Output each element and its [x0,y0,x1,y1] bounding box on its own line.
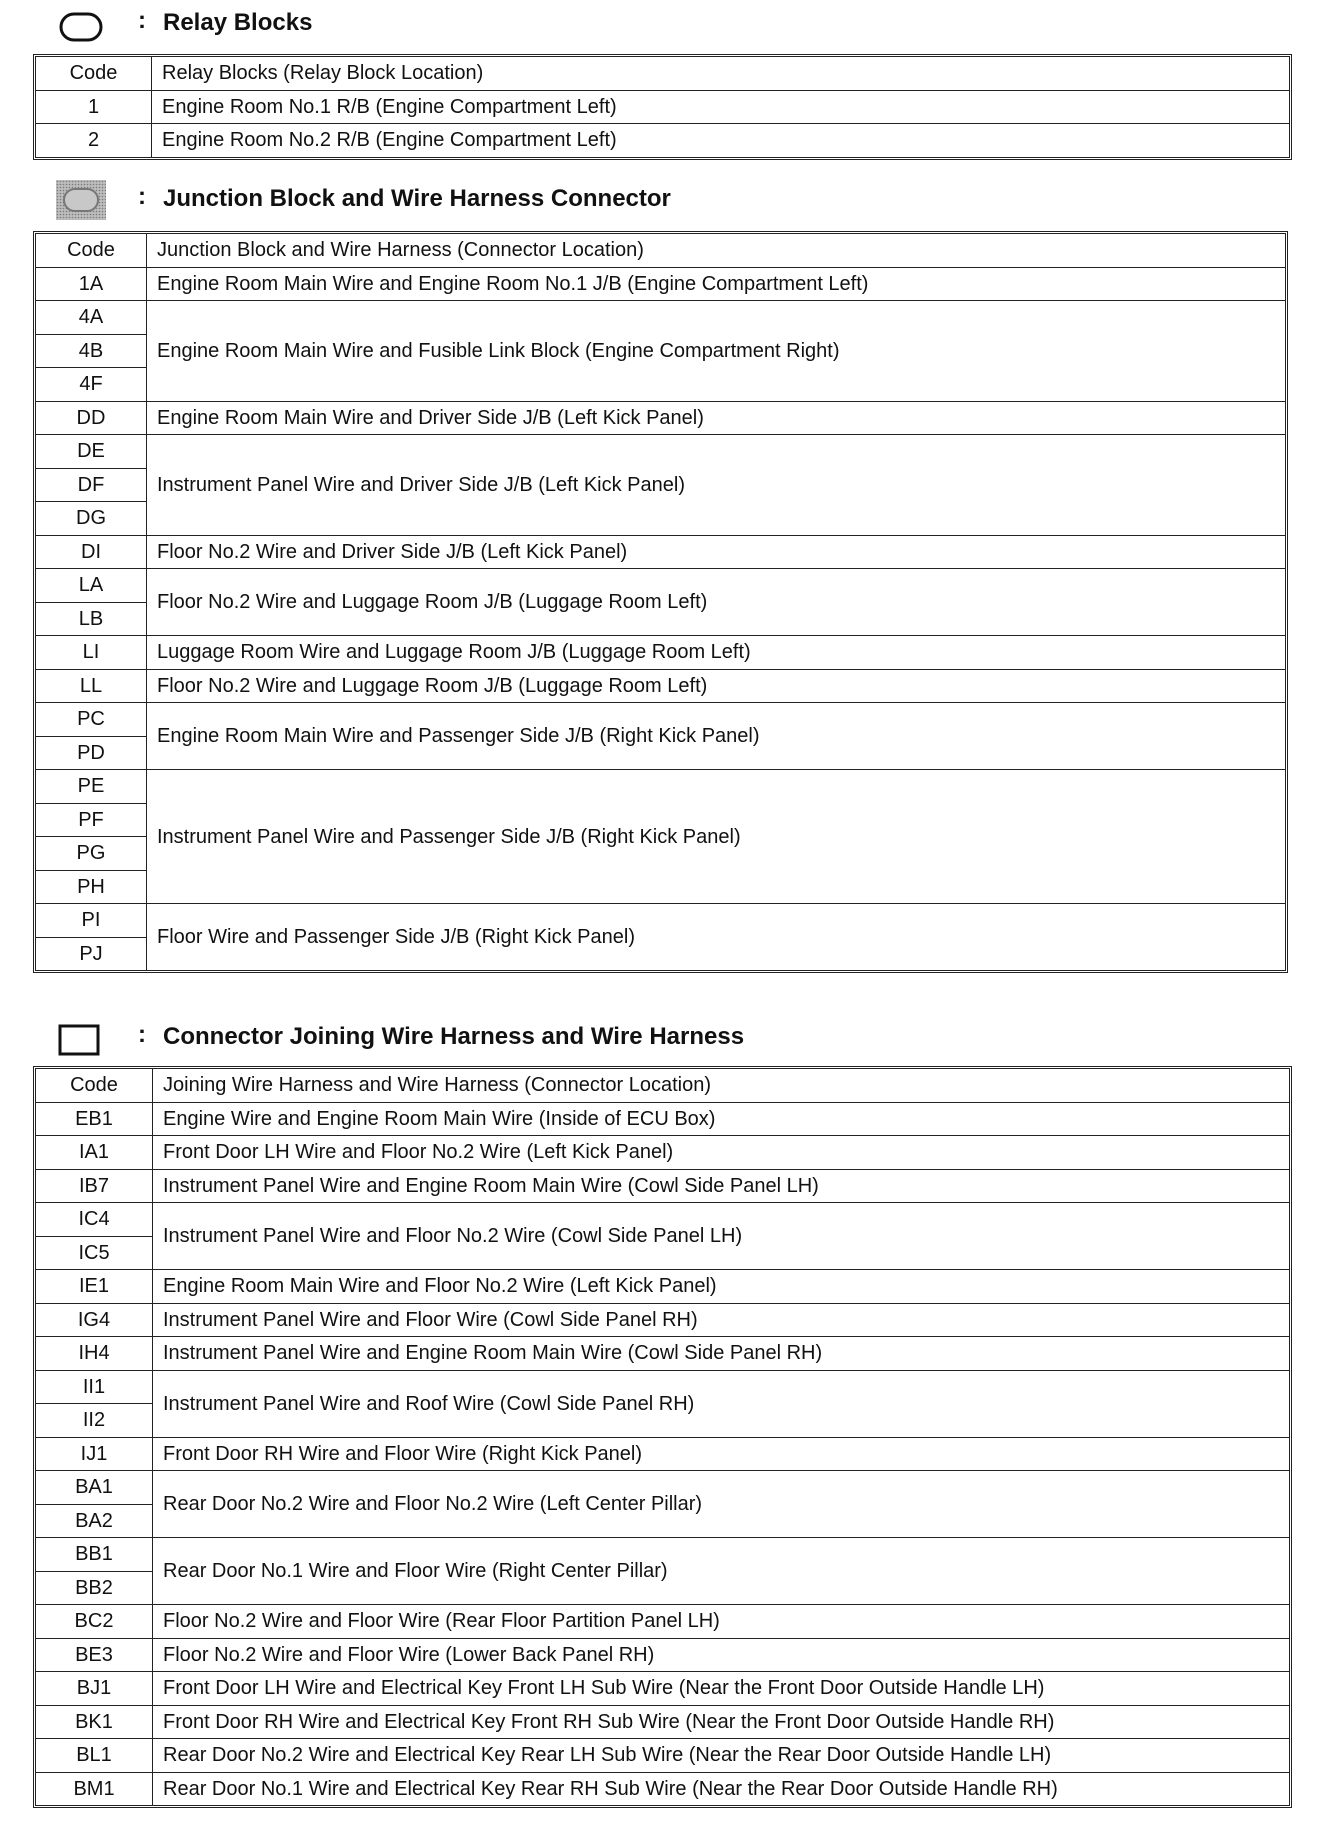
heading-colon: : [138,183,146,210]
header-code: Code [36,57,152,91]
table-row [36,401,1286,435]
table-row [36,569,1286,603]
code-cell: PJ [36,937,147,971]
location-description: Floor No.2 Wire and Floor Wire (Rear Floor Partition Panel LH) [153,1605,1290,1639]
code-cell: BK1 [36,1705,153,1739]
header-description: Joining Wire Harness and Wire Harness (Connector Location) [153,1069,1290,1103]
table-row [36,636,1286,670]
header-description: Junction Block and Wire Harness (Connector Location) [147,234,1286,268]
location-description: Engine Room Main Wire and Engine Room No.1 J/B (Engine Compartment Left) [147,267,1286,301]
code-cell: II1 [36,1370,153,1404]
section-title: Connector Joining Wire Harness and Wire Harness [163,1023,745,1050]
code-cell: 4F [36,368,147,402]
table-row [36,1337,1290,1371]
location-description: Floor No.2 Wire and Luggage Room J/B (Luggage Room Left) [147,569,1286,636]
location-description: Instrument Panel Wire and Engine Room Main Wire (Cowl Side Panel RH) [153,1337,1290,1371]
junction-block-table [35,233,1286,971]
code-cell: PD [36,736,147,770]
connector-symbol-icon [56,1018,106,1058]
code-cell: IC4 [36,1203,153,1237]
code-cell: BE3 [36,1638,153,1672]
table-row [36,267,1286,301]
code-cell: PC [36,703,147,737]
table-row [36,1772,1290,1806]
code-cell: IG4 [36,1303,153,1337]
code-cell: BA1 [36,1471,153,1505]
location-description: Instrument Panel Wire and Passenger Side J/B (Right Kick Panel) [147,770,1286,904]
table-row [36,301,1286,335]
header-code: Code [36,234,147,268]
header-code: Code [36,1069,153,1103]
location-description: Engine Room Main Wire and Floor No.2 Wire (Left Kick Panel) [153,1270,1290,1304]
location-description: Floor Wire and Passenger Side J/B (Right Kick Panel) [147,904,1286,971]
table-header-row [36,57,1290,91]
code-cell: IE1 [36,1270,153,1304]
code-cell: BC2 [36,1605,153,1639]
table-row [36,1672,1290,1706]
code-cell: BB2 [36,1571,153,1605]
table-row [36,1538,1290,1572]
code-cell: BL1 [36,1739,153,1773]
code-cell: 4B [36,334,147,368]
table-row [36,124,1290,158]
table-row [36,1136,1290,1170]
code-cell: IC5 [36,1236,153,1270]
location-description: Front Door LH Wire and Floor No.2 Wire (Left Kick Panel) [153,1136,1290,1170]
code-cell: LB [36,602,147,636]
heading-colon: : [138,7,146,34]
code-cell: BB1 [36,1538,153,1572]
table-row [36,435,1286,469]
location-description: Instrument Panel Wire and Driver Side J/B (Left Kick Panel) [147,435,1286,536]
code-cell: LA [36,569,147,603]
code-cell: PH [36,870,147,904]
code-cell: PF [36,803,147,837]
code-cell: 1 [36,90,152,124]
location-description: Rear Door No.2 Wire and Electrical Key Rear LH Sub Wire (Near the Rear Door Outside Handle LH) [153,1739,1290,1773]
table-row [36,770,1286,804]
location-description: Engine Room No.2 R/B (Engine Compartment Left) [152,124,1290,158]
table-row [36,669,1286,703]
code-cell: BJ1 [36,1672,153,1706]
location-description: Floor No.2 Wire and Floor Wire (Lower Back Panel RH) [153,1638,1290,1672]
code-cell: EB1 [36,1102,153,1136]
code-cell: DG [36,502,147,536]
location-description: Engine Room Main Wire and Driver Side J/B (Left Kick Panel) [147,401,1286,435]
table-row [36,1203,1290,1237]
location-description: Engine Room No.1 R/B (Engine Compartment Left) [152,90,1290,124]
table-row [36,1471,1290,1505]
location-description: Front Door RH Wire and Electrical Key Front RH Sub Wire (Near the Front Door Outside Handle RH) [153,1705,1290,1739]
table-row [36,703,1286,737]
location-description: Floor No.2 Wire and Driver Side J/B (Left Kick Panel) [147,535,1286,569]
code-cell: PG [36,837,147,871]
table-row [36,1303,1290,1337]
location-description: Engine Wire and Engine Room Main Wire (Inside of ECU Box) [153,1102,1290,1136]
location-description: Instrument Panel Wire and Engine Room Main Wire (Cowl Side Panel LH) [153,1169,1290,1203]
relay-blocks-table [35,56,1290,158]
table-row [36,1437,1290,1471]
table-row [36,1605,1290,1639]
heading-colon: : [138,1021,146,1048]
table-row [36,1739,1290,1773]
code-cell: DF [36,468,147,502]
section-title: Junction Block and Wire Harness Connector [163,185,671,212]
table-row [36,1705,1290,1739]
relay-block-symbol-icon [56,4,106,44]
location-description: Luggage Room Wire and Luggage Room J/B (Luggage Room Left) [147,636,1286,670]
location-description: Front Door LH Wire and Electrical Key Front LH Sub Wire (Near the Front Door Outside Handle LH) [153,1672,1290,1706]
code-cell: 4A [36,301,147,335]
location-description: Instrument Panel Wire and Floor Wire (Cowl Side Panel RH) [153,1303,1290,1337]
code-cell: LL [36,669,147,703]
section-title: Relay Blocks [163,9,313,36]
table-row [36,535,1286,569]
code-cell: BM1 [36,1772,153,1806]
code-cell: IB7 [36,1169,153,1203]
code-cell: LI [36,636,147,670]
location-description: Engine Room Main Wire and Passenger Side J/B (Right Kick Panel) [147,703,1286,770]
table-row [36,1169,1290,1203]
table-row [36,1370,1290,1404]
table-header-row [36,234,1286,268]
table-header-row [36,1069,1290,1103]
code-cell: 1A [36,267,147,301]
code-cell: DD [36,401,147,435]
code-cell: IH4 [36,1337,153,1371]
table-row [36,90,1290,124]
location-description: Rear Door No.1 Wire and Floor Wire (Right Center Pillar) [153,1538,1290,1605]
table-row [36,1270,1290,1304]
location-description: Engine Room Main Wire and Fusible Link Block (Engine Compartment Right) [147,301,1286,402]
header-description: Relay Blocks (Relay Block Location) [152,57,1290,91]
code-cell: 2 [36,124,152,158]
code-cell: PE [36,770,147,804]
code-cell: IA1 [36,1136,153,1170]
junction-block-symbol-icon [56,180,106,220]
location-description: Rear Door No.1 Wire and Electrical Key Rear RH Sub Wire (Near the Rear Door Outside Handle RH) [153,1772,1290,1806]
location-description: Instrument Panel Wire and Floor No.2 Wire (Cowl Side Panel LH) [153,1203,1290,1270]
code-cell: PI [36,904,147,938]
location-description: Front Door RH Wire and Floor Wire (Right Kick Panel) [153,1437,1290,1471]
code-cell: II2 [36,1404,153,1438]
code-cell: DI [36,535,147,569]
code-cell: IJ1 [36,1437,153,1471]
connector-joining-table [35,1068,1290,1806]
table-row [36,904,1286,938]
location-description: Floor No.2 Wire and Luggage Room J/B (Luggage Room Left) [147,669,1286,703]
location-description: Instrument Panel Wire and Roof Wire (Cowl Side Panel RH) [153,1370,1290,1437]
location-description: Rear Door No.2 Wire and Floor No.2 Wire (Left Center Pillar) [153,1471,1290,1538]
code-cell: BA2 [36,1504,153,1538]
code-cell: DE [36,435,147,469]
table-row [36,1102,1290,1136]
table-row [36,1638,1290,1672]
